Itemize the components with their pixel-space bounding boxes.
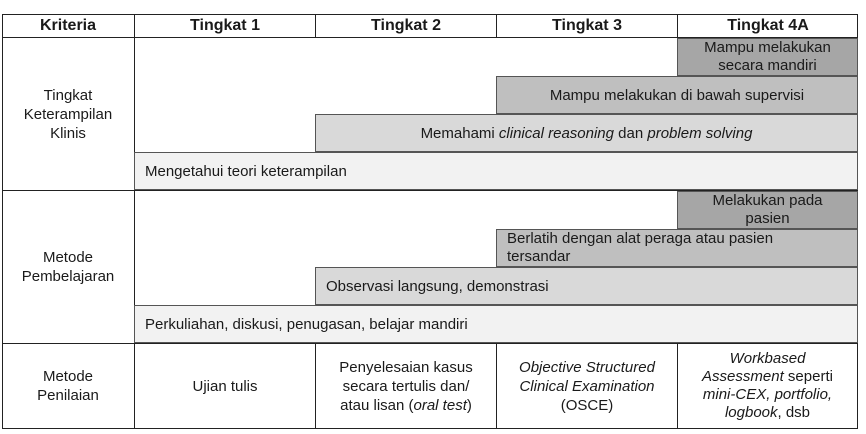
- skill-bar-level2: [315, 114, 858, 152]
- row-label-learning-line1: Metode: [42, 249, 94, 266]
- row-label-assessment: [2, 367, 134, 405]
- row-label-assessment-line1: Metode: [42, 368, 94, 385]
- learning-bar-level3-line1: Berlatih dengan alat peraga atau pasien: [507, 230, 774, 247]
- skill-bar-level4-line1: Mampu melakukan: [704, 39, 831, 56]
- grid-line-col2-header: [496, 14, 497, 38]
- assessment-level2-line1: Penyelesaian kasus: [339, 358, 473, 376]
- skill-bar-level3: [496, 76, 858, 114]
- row-label-skill-line2: Keterampilan: [23, 106, 113, 123]
- assessment-level4-line2: Assessment seperti: [702, 368, 833, 385]
- learning-bar-level2: [315, 267, 858, 305]
- assessment-level3-line1: Objective Structured: [519, 358, 655, 376]
- header-level-2: Tingkat 2: [371, 17, 441, 34]
- skill-bar-level4: [677, 38, 858, 76]
- learning-bar-level3: [496, 229, 858, 267]
- header-criteria: Kriteria: [39, 17, 97, 34]
- row-label-assessment-line2: Penilaian: [37, 387, 99, 404]
- header-level-1: Tingkat 1: [190, 17, 260, 34]
- grid-line-col3-header: [677, 14, 678, 38]
- assessment-level3: [497, 344, 677, 428]
- row-label-skill-line3: Klinis: [50, 125, 86, 142]
- assessment-level1: [135, 344, 315, 428]
- assessment-level4-line3: mini-CEX, portfolio,: [702, 386, 833, 403]
- assessment-level4: [678, 344, 857, 428]
- learning-bar-level4: [677, 191, 858, 229]
- learning-bar-level2-text: Observasi langsung, demonstrasi: [326, 277, 549, 295]
- row-label-skill-line1: Tingkat: [43, 87, 93, 104]
- skill-bar-level1: [134, 152, 858, 190]
- assessment-level3-line3: (OSCE): [560, 396, 614, 414]
- assessment-level3-line2: Clinical Examination: [519, 377, 655, 395]
- assessment-level2-line2: secara tertulis dan/: [342, 377, 470, 395]
- learning-bar-level4-line1: Melakukan pada: [712, 192, 823, 209]
- assessment-level2: [316, 344, 496, 428]
- skill-bar-level2-text: Memahami clinical reasoning dan problem solving: [420, 124, 753, 142]
- learning-bar-level1-text: Perkuliahan, diskusi, penugasan, belajar mandiri: [145, 315, 468, 333]
- assessment-level1-text: Ujian tulis: [192, 377, 258, 395]
- header-level-4a: Tingkat 4A: [727, 17, 809, 34]
- grid-line-bottom: [2, 428, 858, 429]
- grid-line-top: [2, 14, 858, 15]
- learning-bar-level3-line2: tersandar: [507, 248, 571, 265]
- skill-bar-level4-line2: secara mandiri: [718, 57, 817, 74]
- skill-bar-level1-text: Mengetahui teori keterampilan: [145, 162, 347, 180]
- row-label-learning: [2, 248, 134, 286]
- skill-bar-level3-text: Mampu melakukan di bawah supervisi: [549, 86, 805, 104]
- grid-line-col1-header: [315, 14, 316, 38]
- learning-bar-level4-line2: pasien: [745, 210, 790, 227]
- row-label-skill: [2, 86, 134, 143]
- header-level-3: Tingkat 3: [552, 17, 622, 34]
- assessment-level4-line1: Workbased: [729, 350, 806, 367]
- learning-bar-level1: [134, 305, 858, 343]
- assessment-level4-line4: logbook, dsb: [724, 404, 811, 421]
- assessment-level2-line3: atau lisan (oral test): [340, 396, 472, 414]
- row-label-learning-line2: Pembelajaran: [21, 268, 115, 285]
